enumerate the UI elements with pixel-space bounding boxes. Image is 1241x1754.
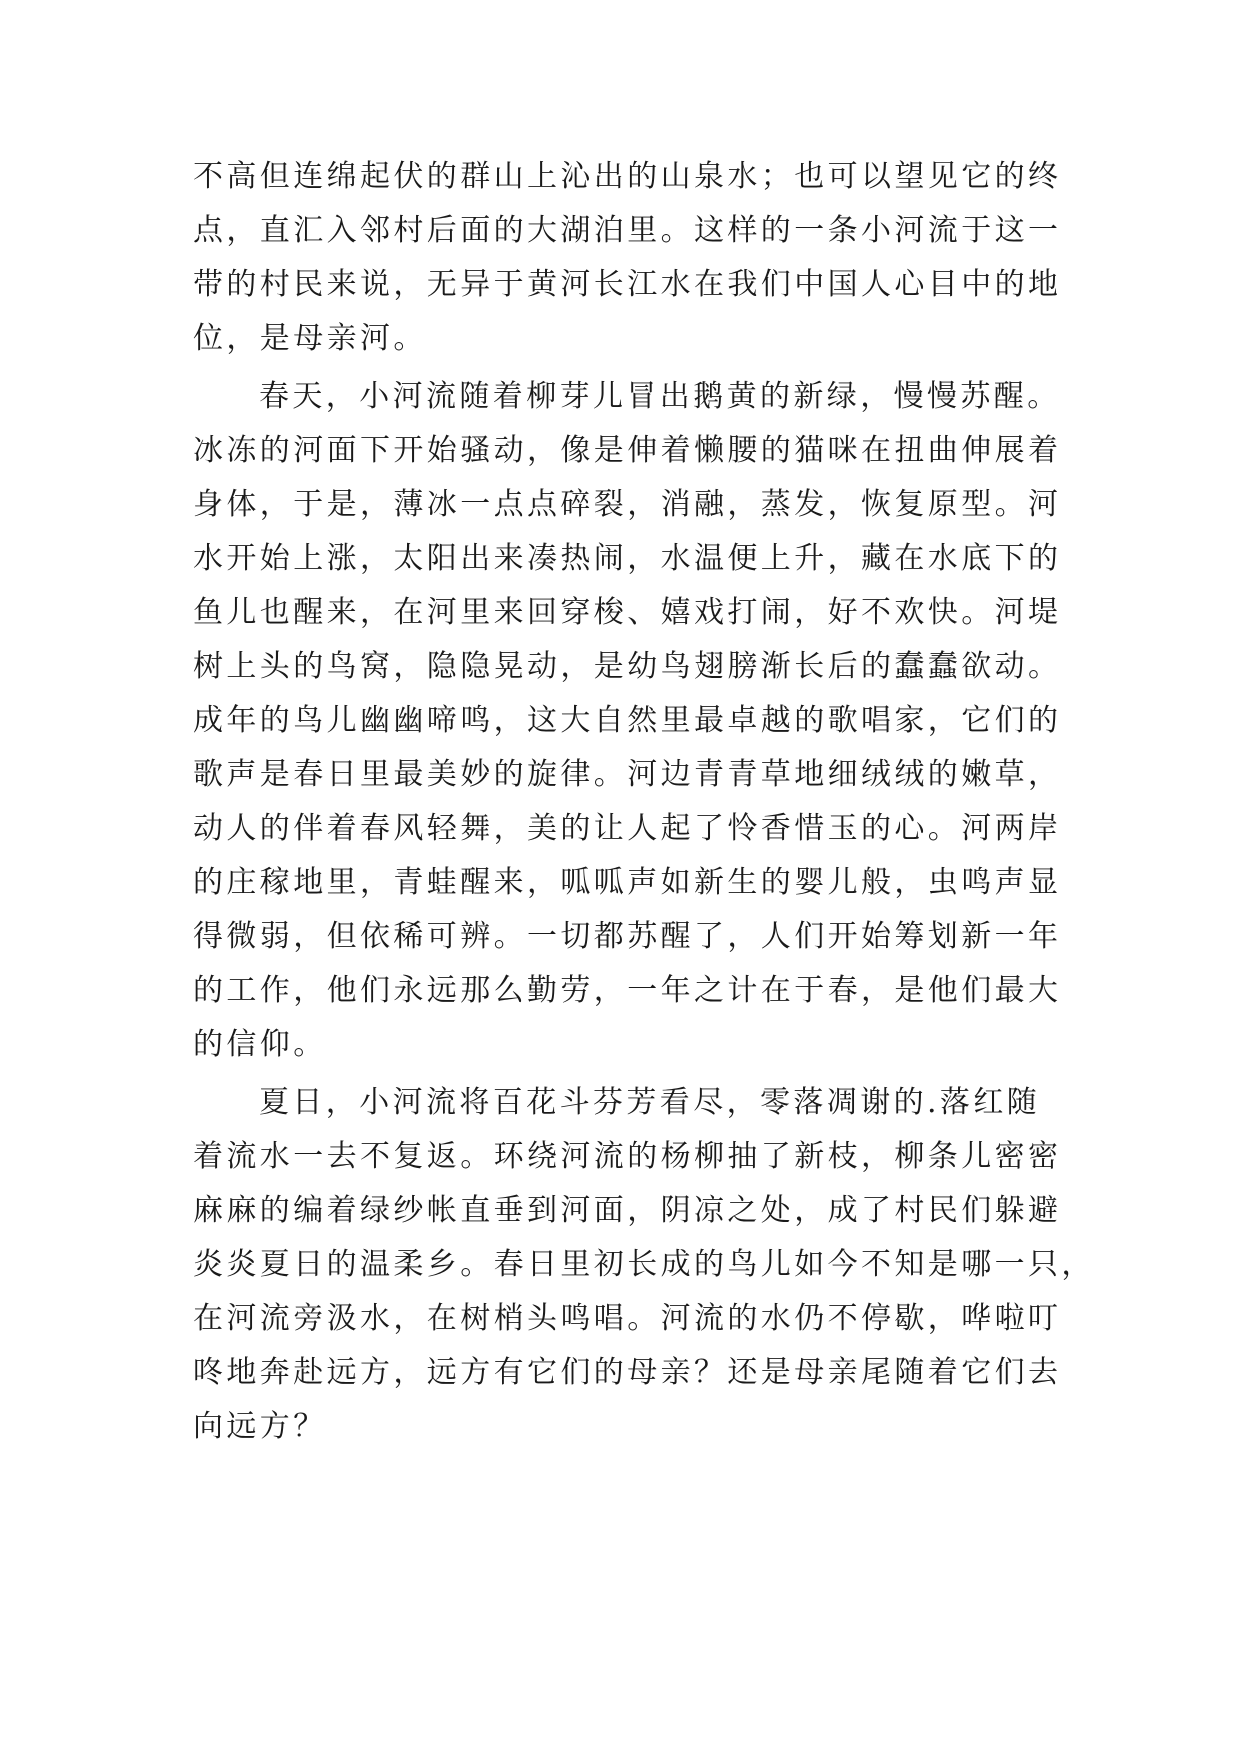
paragraph-2 <box>193 370 1073 1072</box>
text-line: 的工作，他们永远那么勤劳，一年之计在于春，是他们最大 <box>193 973 1062 1008</box>
text-line: 夏日，小河流将百花斗芬芳看尽，零落凋谢的.落红随 <box>259 1085 1041 1120</box>
text-line: 不高但连绵起伏的群山上沁出的山泉水；也可以望见它的终 <box>193 159 1062 194</box>
text-line: 鱼儿也醒来，在河里来回穿梭、嬉戏打闹，好不欢快。河堤 <box>193 595 1062 630</box>
text-line: 炎炎夏日的温柔乡。春日里初长成的鸟儿如今不知是哪一只， <box>193 1247 1095 1282</box>
text-line: 在河流旁汲水，在树梢头鸣唱。河流的水仍不停歇，哗啦叮 <box>193 1301 1062 1336</box>
text-line: 成年的鸟儿幽幽啼鸣，这大自然里最卓越的歌唱家，它们的 <box>193 703 1062 738</box>
text-line: 水开始上涨，太阳出来凑热闹，水温便上升，藏在水底下的 <box>193 541 1062 576</box>
text-line: 咚地奔赴远方，远方有它们的母亲？还是母亲尾随着它们去 <box>193 1355 1062 1390</box>
text-line: 树上头的鸟窝，隐隐晃动，是幼鸟翅膀渐长后的蠢蠢欲动。 <box>193 649 1062 684</box>
text-line: 身体，于是，薄冰一点点碎裂，消融，蒸发，恢复原型。河 <box>193 487 1062 522</box>
text-line: 动人的伴着春风轻舞，美的让人起了怜香惜玉的心。河两岸 <box>193 811 1062 846</box>
text-line: 向远方？ <box>193 1409 327 1444</box>
text-line: 着流水一去不复返。环绕河流的杨柳抽了新枝，柳条儿密密 <box>193 1139 1062 1174</box>
paragraph-3 <box>193 1076 1095 1454</box>
text-line: 点，直汇入邻村后面的大湖泊里。这样的一条小河流于这一 <box>193 213 1062 248</box>
text-line: 的庄稼地里，青蛙醒来，呱呱声如新生的婴儿般，虫鸣声显 <box>193 865 1062 900</box>
text-line: 的信仰。 <box>193 1027 327 1062</box>
body-text <box>193 150 1095 1454</box>
paragraph-1 <box>193 150 1073 366</box>
text-line: 冰冻的河面下开始骚动，像是伸着懒腰的猫咪在扭曲伸展着 <box>193 433 1062 468</box>
text-line: 带的村民来说，无异于黄河长江水在我们中国人心目中的地 <box>193 267 1062 302</box>
text-line: 歌声是春日里最美妙的旋律。河边青青草地细绒绒的嫩草， <box>193 757 1062 792</box>
text-line: 位，是母亲河。 <box>193 321 427 356</box>
text-line: 春天，小河流随着柳芽儿冒出鹅黄的新绿，慢慢苏醒。 <box>259 379 1061 414</box>
text-line: 得微弱，但依稀可辨。一切都苏醒了，人们开始筹划新一年 <box>193 919 1062 954</box>
text-line: 麻麻的编着绿纱帐直垂到河面，阴凉之处，成了村民们躲避 <box>193 1193 1062 1228</box>
